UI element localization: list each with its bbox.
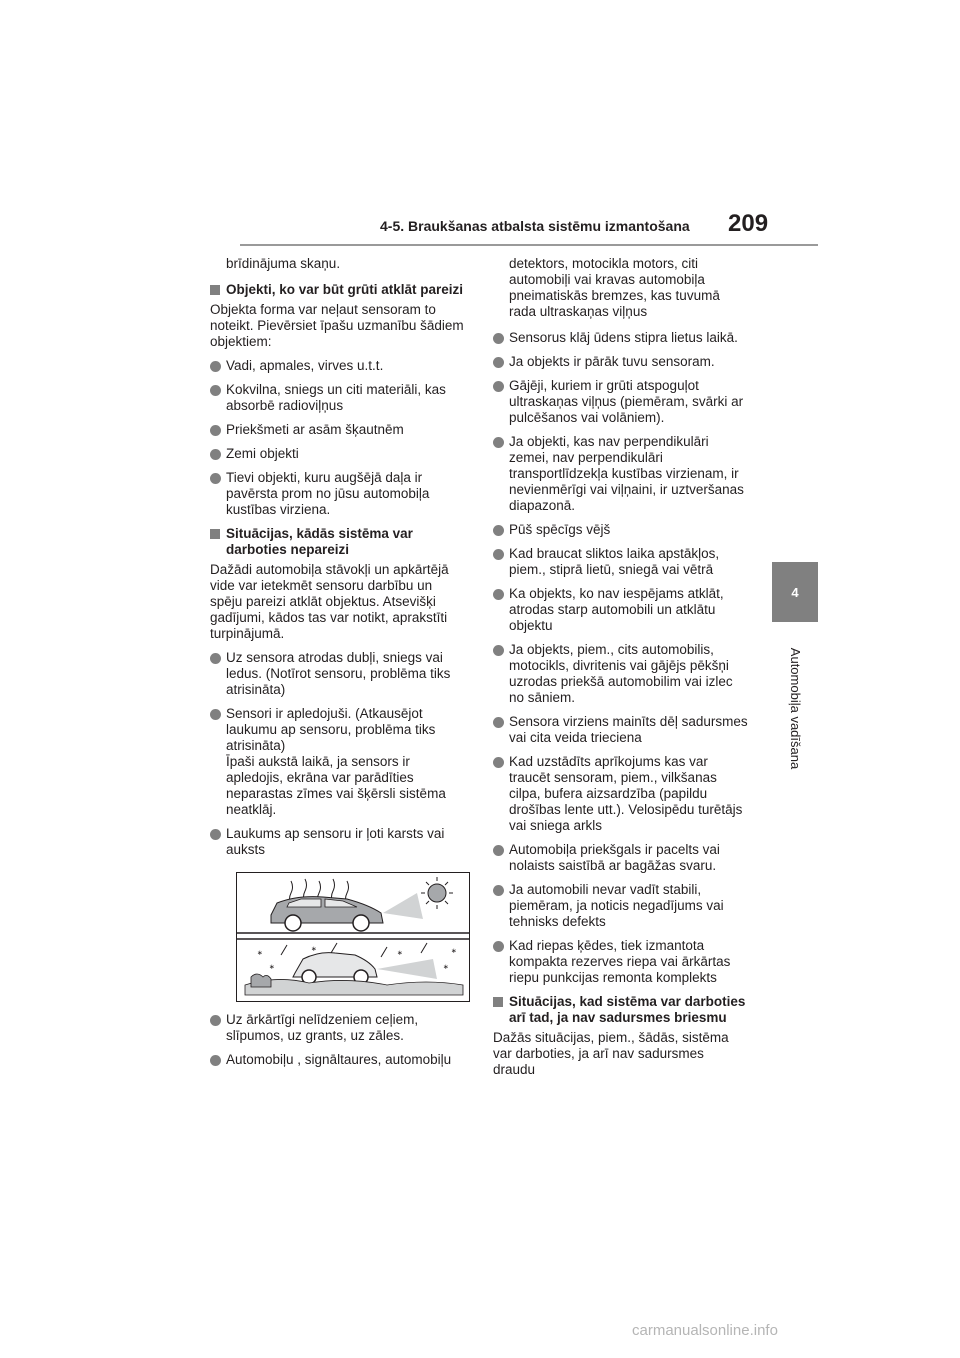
svg-text:∗: ∗: [397, 949, 403, 957]
list-item: Priekšmeti ar asām šķautnēm: [210, 422, 466, 438]
bullet-dot-icon: [493, 941, 504, 952]
list-item: Ka objekts, ko nav iespējams atklāt, atrodas starp automobili un atklātu objektu: [493, 586, 749, 634]
section-heading: [210, 526, 466, 558]
section-heading-text: Objekti, ko var būt grūti atklāt pareizi: [226, 282, 464, 297]
bullet-dot-icon: [493, 549, 504, 560]
list-item: Kokvilna, sniegs un citi materiāli, kas absorbē radioviļņus: [210, 382, 466, 414]
list-item: Uz ārkārtīgi nelīdzeniem ceļiem, slīpumos, uz grants, uz zāles.: [210, 1012, 466, 1044]
chapter-label: [752, 638, 840, 778]
list-item: Ja objekti, kas nav perpendikulāri zemei, nav perpendikulāri transportlīdzekļa kustības virzienam, ir nevienmērīgi vai viļņaini, ir uztveršanas diapazonā.: [493, 434, 749, 514]
bullet-dot-icon: [210, 449, 221, 460]
list-item: Ja objekts ir pārāk tuvu sensoram.: [493, 354, 749, 370]
bullet-dot-icon: [210, 653, 221, 664]
left-column: [210, 252, 466, 1076]
page-number: 209: [728, 210, 769, 237]
continued-text: brīdinājuma skaņu.: [226, 256, 341, 271]
bullet-dot-icon: [210, 361, 221, 372]
bullet-dot-icon: [210, 473, 221, 484]
bullet-dot-icon: [210, 385, 221, 396]
svg-text:∗: ∗: [443, 963, 449, 971]
bullet-dot-icon: [210, 709, 221, 720]
list-item: Kad riepas ķēdes, tiek izmantota kompakta rezerves riepa vai ārkārtas riepu punkcijas remonta komplekts: [493, 938, 749, 986]
bullet-dot-icon: [210, 829, 221, 840]
bullet-dot-icon: [493, 525, 504, 536]
header-divider: [240, 244, 818, 246]
section-heading: [493, 994, 749, 1026]
bullet-dot-icon: [493, 589, 504, 600]
watermark-text: carmanualsonline.info: [632, 1322, 778, 1339]
list-item: Vadi, apmales, virves u.t.t.: [210, 358, 466, 374]
list-item: Sensorus klāj ūdens stipra lietus laikā.: [493, 330, 749, 346]
list-item: Automobiļu , signāltaures, automobiļu: [210, 1052, 466, 1068]
section-title: 4-5. Braukšanas atbalsta sistēmu izmantošana: [380, 218, 690, 234]
section-heading-text: Situācijas, kad sistēma var darboties arī tad, ja nav sadursmes briesmu: [509, 994, 746, 1025]
bullet-dot-icon: [493, 717, 504, 728]
bullet-dot-icon: [493, 845, 504, 856]
bullet-dot-icon: [210, 1055, 221, 1066]
square-bullet-icon: [493, 997, 503, 1007]
bullet-dot-icon: [493, 381, 504, 392]
list-item: Kad braucat sliktos laika apstākļos, piem., stiprā lietū, sniegā vai vētrā: [493, 546, 749, 578]
square-bullet-icon: [210, 285, 220, 295]
car-weather-illustration: [237, 873, 469, 1001]
svg-text:∗: ∗: [311, 945, 317, 953]
list-item: Ja automobili nevar vadīt stabili, piemēram, ja noticis negadījums vai tehnisks defekts: [493, 882, 749, 930]
list-item: Pūš spēcīgs vējš: [493, 522, 749, 538]
svg-text:∗: ∗: [269, 963, 275, 971]
chapter-title: Automobiļa vadīšana: [788, 647, 804, 769]
bullet-dot-icon: [493, 757, 504, 768]
list-item: Zemi objekti: [210, 446, 466, 462]
chapter-number: 4: [791, 584, 799, 600]
bullet-dot-icon: [493, 333, 504, 344]
bullet-dot-icon: [493, 357, 504, 368]
right-column: [493, 252, 749, 1086]
section-heading: [210, 282, 466, 298]
continued-text: detektors, motocikla motors, citi automobiļi vai kravas automobiļa pneimatiskās bremzes, kas tuvumā rada ultraskaņas viļņus: [509, 256, 720, 319]
chapter-tab: [772, 562, 818, 622]
list-item: Tievi objekti, kuru augšējā daļa ir pavērsta prom no jūsu automobiļa kustības virziena.: [210, 470, 466, 518]
section-intro: Objekta forma var neļaut sensoram to noteikt. Pievērsiet īpašu uzmanību šādiem objektiem:: [210, 302, 464, 349]
section-intro: Dažādi automobiļa stāvokļi un apkārtējā vide var ietekmēt sensoru darbību un spēju pareizi atklāt objektus. Atsevišķi gadījumi, kādos tas var notikt, aprakstīti turpinājumā.: [210, 562, 449, 641]
bullet-dot-icon: [493, 437, 504, 448]
section-heading-text: Situācijas, kādās sistēma var darboties nepareizi: [226, 526, 413, 557]
list-item: Gājēji, kuriem ir grūti atspoguļot ultraskaņas viļņus (piemēram, svārki ar pulcēšanos vai volāniem).: [493, 378, 749, 426]
list-item: Kad uzstādīts aprīkojums kas var traucēt sensoram, piem., vilkšanas cilpa, bufera aizsardzība (papildu drošības lente utt.). Velosipēdu turētājs vai sniega arkls: [493, 754, 749, 834]
section-intro: Dažās situācijas, piem., šādās, sistēma var darboties, ja arī nav sadursmes draudu: [493, 1030, 729, 1077]
svg-text:∗: ∗: [451, 947, 457, 955]
list-item: Ja objekts, piem., cits automobilis, motocikls, divritenis vai gājējs pēkšņi uzrodas priekšā automobilim vai izlec no sāniem.: [493, 642, 749, 706]
sensor-conditions-illustration: [236, 872, 470, 1002]
bullet-dot-icon: [210, 425, 221, 436]
list-item: Uz sensora atrodas dubļi, sniegs vai ledus. (Notīrot sensoru, problēma tiks atrisināta): [210, 650, 466, 698]
list-item: Automobiļa priekšgals ir pacelts vai nolaists saistībā ar bagāžas svaru.: [493, 842, 749, 874]
bullet-dot-icon: [493, 885, 504, 896]
square-bullet-icon: [210, 529, 220, 539]
list-item: Sensora virziens mainīts dēļ sadursmes vai cita veida trieciena: [493, 714, 749, 746]
svg-text:∗: ∗: [257, 949, 263, 957]
bullet-dot-icon: [493, 645, 504, 656]
list-item: Sensori ir apledojuši. (Atkausējot laukumu ap sensoru, problēma tiks atrisināta) Īpaši aukstā laikā, ja sensors ir apledojis, ekrāna var parādīties neparastas zīmes vai šķērsli sistēma neatklāj.: [210, 706, 466, 818]
bullet-dot-icon: [210, 1015, 221, 1026]
list-item: Laukums ap sensoru ir ļoti karsts vai auksts: [210, 826, 466, 858]
